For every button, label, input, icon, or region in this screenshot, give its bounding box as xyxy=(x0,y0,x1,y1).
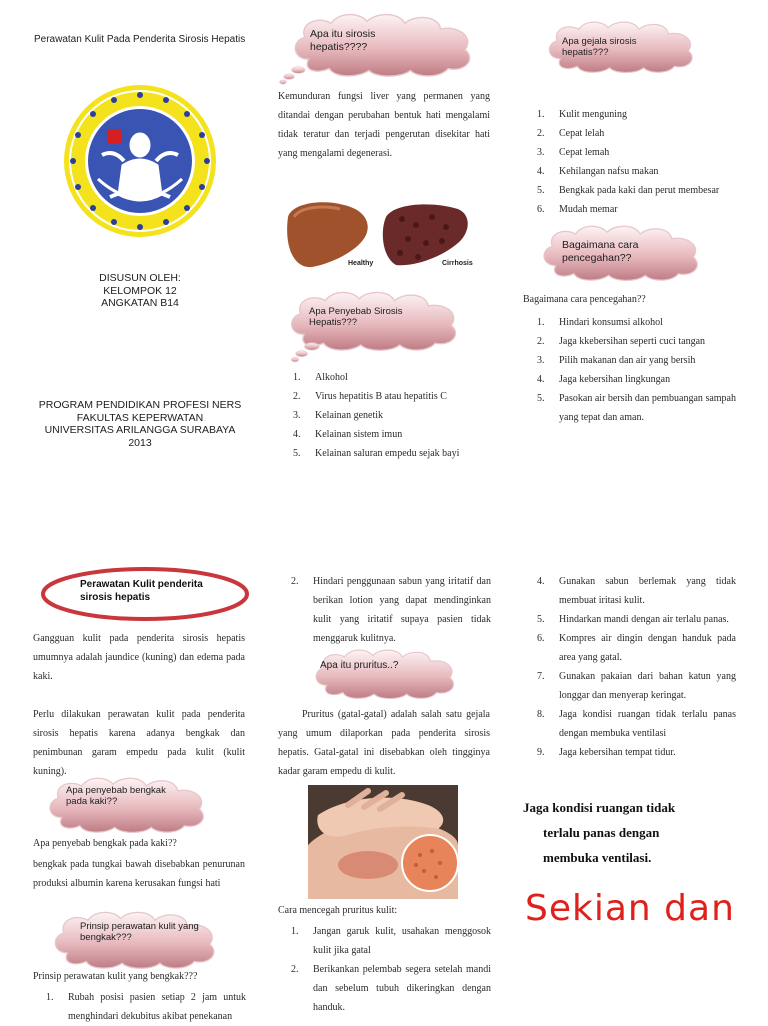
closing-text: Sekian dan xyxy=(525,888,735,929)
liver-comparison-image xyxy=(282,197,472,275)
callout-swelling-text: Apa penyebab bengkak pada kaki?? xyxy=(66,785,166,808)
symptoms-list xyxy=(537,105,747,219)
pruritus-prevent-list xyxy=(291,922,491,1017)
callout-symptoms-text: Apa gejala sirosis hepatis??? xyxy=(562,36,637,59)
callout-prevention xyxy=(518,224,726,282)
bold-reminder-line1: Jaga kondisi ruangan tidak xyxy=(523,800,676,815)
list-item: 1. Hindari konsumsi alkohol xyxy=(537,317,663,328)
cover-title: Perawatan Kulit Pada Penderita Sirosis Hepatis xyxy=(34,34,246,45)
callout-pruritus xyxy=(286,648,486,700)
university-logo xyxy=(62,83,218,239)
skin-care-heading xyxy=(40,566,250,622)
swelling-question: Apa penyebab bengkak pada kaki?? xyxy=(33,838,177,849)
callout-principle xyxy=(36,910,236,970)
pruritus-prevent-title: Cara mencegah pruritus kulit: xyxy=(278,905,398,916)
list-item: 2. Cepat lelah xyxy=(537,128,605,139)
list-item: 6. Mudah memar xyxy=(537,204,618,215)
list-item: 5. Pasokan air bersih dan pembuangan sampah yang tepat dan aman. xyxy=(537,393,736,423)
list-item: 4. Jaga kebersihan lingkungan xyxy=(537,374,671,385)
principle-list xyxy=(46,988,246,1026)
university-name: UNIVERSITAS ARILANGGA SURABAYA xyxy=(44,424,236,436)
list-item: 2. Jaga kkebersihan seperti cuci tangan xyxy=(537,336,706,347)
middle-bottom-list xyxy=(291,572,491,648)
batch-name: ANGKATAN B14 xyxy=(101,297,179,309)
year: 2013 xyxy=(128,436,152,449)
list-item: 5. Kelainan saluran empedu sejak bayi xyxy=(293,448,460,459)
pruritus-text: Pruritus (gatal-gatal) adalah salah satu gejala yang umum dilaporkan pada penderita sirosis hepatis. Gatal-gatal ini disebabkan oleh tingginya kadar garam empedu di kulit. xyxy=(278,709,490,777)
prevention-list xyxy=(537,313,736,427)
skin-care-p2: Perlu dilakukan perawatan kulit pada penderita sirosis hepatis karena adanya bengkak dan penimbunan garam empedu pada kulit (kulit kuning). xyxy=(33,709,245,777)
bold-reminder-line2: terlalu panas dengan xyxy=(543,825,660,840)
list-item: 1. Jangan garuk kulit, usahakan menggosok kulit jika gatal xyxy=(291,926,491,956)
callout-symptoms xyxy=(518,20,726,74)
label-healthy: Healthy xyxy=(348,260,374,267)
list-item: 2. Virus hepatitis B atau hepatitis C xyxy=(293,391,447,402)
callout-swelling xyxy=(28,776,228,834)
list-item: 5. Bengkak pada kaki dan perut membesar xyxy=(537,185,720,196)
list-item: 4. Kelainan sistem imun xyxy=(293,429,403,440)
list-item: 3. Pilih makanan dan air yang bersih xyxy=(537,355,696,366)
list-item: 2. Hindari penggunaan sabun yang iritatif dan berikan lotion yang dapat mendinginkan kulit yang iritatif supaya pasien tidak menggaruk kulitnya. xyxy=(291,576,491,644)
list-item: 3. Kelainan genetik xyxy=(293,410,384,421)
list-item: 4. Kehilangan nafsu makan xyxy=(537,166,659,177)
causes-list xyxy=(293,368,493,463)
bold-reminder-line3: membuka ventilasi. xyxy=(543,850,652,865)
right-bottom-list xyxy=(537,572,736,762)
list-item: 9. Jaga kebersihan tempat tidur. xyxy=(537,747,676,758)
prevention-intro: Bagaimana cara pencegahan?? xyxy=(523,294,646,305)
what-is-text: Kemunduran fungsi liver yang permanen yang ditandai dengan perubahan bentuk hati mengalami tidak teratur dan terjadi pengerutan disekitar hati yang mengalami degenerasi. xyxy=(278,91,490,159)
label-cirrhosis: Cirrhosis xyxy=(442,260,473,267)
swelling-text: bengkak pada tungkai bawah disebabkan penurunan produksi albumin karena kerusakan fungsi hati xyxy=(33,859,245,889)
skin-care-heading-text: Perawatan Kulit penderita sirosis hepatis xyxy=(80,579,203,603)
list-item: 5. Hindarkan mandi dengan air terlalu panas. xyxy=(537,614,729,625)
list-item: 1. Rubah posisi pasien setiap 2 jam untuk menghindari dekubitus akibat penekanan xyxy=(46,992,246,1022)
callout-principle-text: Prinsip perawatan kulit yang bengkak??? xyxy=(80,921,199,944)
list-item: 1. Kulit menguning xyxy=(537,109,628,120)
bold-reminder xyxy=(523,795,675,870)
list-item: 7. Gunakan pakaian dari bahan katun yang longgar dan menyerap keringat. xyxy=(537,671,736,701)
list-item: 3. Cepat lemah xyxy=(537,147,610,158)
skin-care-p1: Gangguan kulit pada penderita sirosis hepatis umumnya adalah jaundice (kuning) dan edema pada kaki. xyxy=(33,633,245,682)
callout-what-is-text: Apa itu sirosis hepatis???? xyxy=(310,28,376,53)
author-heading: DISUSUN OLEH: xyxy=(99,272,181,284)
program-name: PROGRAM PENDIDIKAN PROFESI NERS xyxy=(38,399,242,411)
itchy-skin-image xyxy=(308,785,458,899)
list-item: 6. Kompres air dingin dengan handuk pada area yang gatal. xyxy=(537,633,736,663)
list-item: 8. Jaga kondisi ruangan tidak terlalu panas dengan membuka ventilasi xyxy=(537,709,736,739)
list-item: 1. Alkohol xyxy=(293,372,348,383)
faculty-name: FAKULTAS KEPERWATAN xyxy=(76,411,204,424)
list-item: 2. Berikankan pelembab segera setelah mandi dan sebelum tubuh dikeringkan dengan handuk. xyxy=(291,964,491,1013)
callout-causes xyxy=(275,290,475,352)
list-item: 4. Gunakan sabun berlemak yang tidak membuat iritasi kulit. xyxy=(537,576,736,606)
callout-pruritus-text: Apa itu pruritus..? xyxy=(320,660,399,671)
callout-prevention-text: Bagaimana cara pencegahan?? xyxy=(562,239,639,264)
callout-what-is xyxy=(284,12,484,78)
principle-question: Prinsip perawatan kulit yang bengkak??? xyxy=(33,971,198,982)
group-name: KELOMPOK 12 xyxy=(103,284,177,297)
callout-causes-text: Apa Penyebab Sirosis Hepatis??? xyxy=(309,306,403,329)
